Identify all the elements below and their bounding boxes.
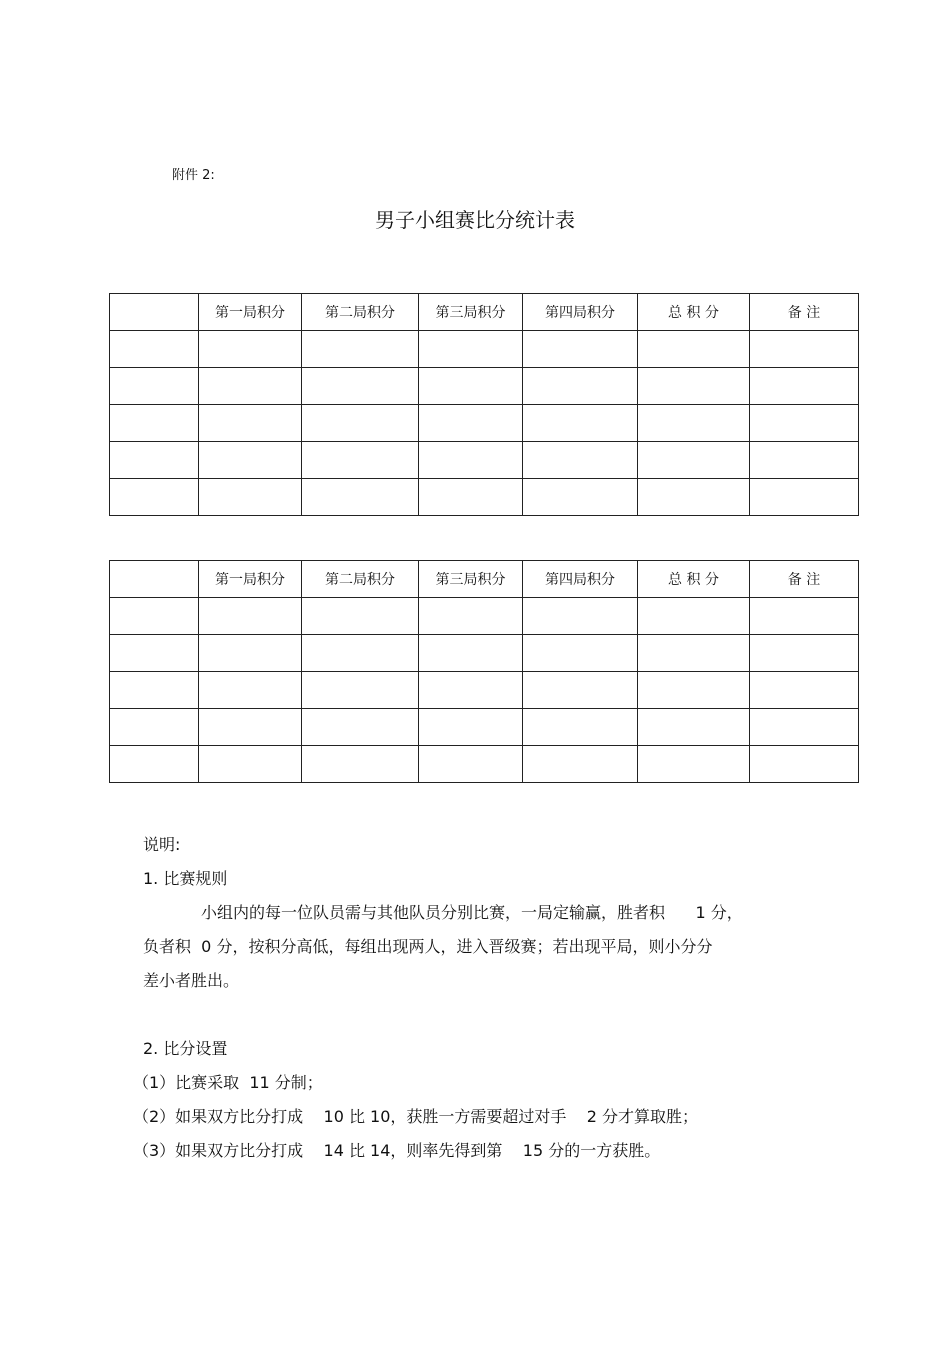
table-row (110, 368, 859, 405)
score-table-1 (109, 293, 859, 516)
table-cell[interactable] (750, 368, 859, 405)
table-cell[interactable] (638, 442, 750, 479)
table-cell[interactable] (302, 368, 419, 405)
table-cell[interactable] (199, 672, 302, 709)
table-cell[interactable] (302, 672, 419, 709)
header-cell (110, 561, 199, 598)
table-cell[interactable] (199, 331, 302, 368)
header-total-score: 总 积 分 (638, 294, 750, 331)
table-row (110, 746, 859, 783)
table-cell[interactable] (110, 442, 199, 479)
table-row (110, 479, 859, 516)
table-cell[interactable] (523, 368, 638, 405)
table-row (110, 331, 859, 368)
document-title: 男子小组赛比分统计表 (375, 208, 575, 232)
section1-title: 1. 比赛规则 (143, 869, 228, 888)
table-cell[interactable] (419, 746, 523, 783)
table-cell[interactable] (523, 442, 638, 479)
header-cell (110, 294, 199, 331)
table-cell[interactable] (750, 331, 859, 368)
table-row (110, 672, 859, 709)
table-cell[interactable] (419, 709, 523, 746)
table-cell[interactable] (750, 598, 859, 635)
table-cell[interactable] (750, 709, 859, 746)
score-table-2 (109, 560, 859, 783)
table-cell[interactable] (110, 479, 199, 516)
table-cell[interactable] (419, 672, 523, 709)
table-cell[interactable] (638, 331, 750, 368)
table-cell[interactable] (302, 405, 419, 442)
table-cell[interactable] (638, 405, 750, 442)
table-cell[interactable] (199, 405, 302, 442)
table-cell[interactable] (199, 746, 302, 783)
table-cell[interactable] (750, 442, 859, 479)
table-cell[interactable] (302, 709, 419, 746)
table-cell[interactable] (523, 635, 638, 672)
table-cell[interactable] (523, 746, 638, 783)
table-cell[interactable] (199, 368, 302, 405)
table-cell[interactable] (419, 479, 523, 516)
notes-section (133, 828, 823, 1168)
section2-title: 2. 比分设置 (143, 1039, 228, 1058)
table-header-row (110, 294, 859, 331)
table-cell[interactable] (199, 598, 302, 635)
table-cell[interactable] (638, 709, 750, 746)
header-game4-score: 第四局积分 (523, 294, 638, 331)
table-cell[interactable] (110, 405, 199, 442)
table-row (110, 709, 859, 746)
table-header-row (110, 561, 859, 598)
table-cell[interactable] (638, 635, 750, 672)
table-cell[interactable] (302, 746, 419, 783)
table-cell[interactable] (199, 479, 302, 516)
notes-heading: 说明: (143, 835, 181, 854)
table-cell[interactable] (110, 598, 199, 635)
table-cell[interactable] (110, 368, 199, 405)
rule-line-2: 负者积 0 分，按积分高低，每组出现两人，进入晋级赛；若出现平局，则小分分 (143, 937, 713, 956)
score-setting-1: （1）比赛采取 11 分制； (133, 1073, 323, 1092)
table-cell[interactable] (750, 405, 859, 442)
table-cell[interactable] (419, 368, 523, 405)
header-game1-score: 第一局积分 (199, 294, 302, 331)
table-cell[interactable] (523, 672, 638, 709)
table-cell[interactable] (110, 635, 199, 672)
table-cell[interactable] (523, 405, 638, 442)
table-cell[interactable] (302, 331, 419, 368)
table-cell[interactable] (419, 442, 523, 479)
table-cell[interactable] (110, 331, 199, 368)
header-game3-score: 第三局积分 (419, 561, 523, 598)
table-row (110, 598, 859, 635)
table-cell[interactable] (638, 368, 750, 405)
header-game4-score: 第四局积分 (523, 561, 638, 598)
table-cell[interactable] (199, 709, 302, 746)
table-cell[interactable] (750, 635, 859, 672)
header-remarks: 备 注 (750, 294, 859, 331)
table-cell[interactable] (419, 635, 523, 672)
header-game2-score: 第二局积分 (302, 561, 419, 598)
rule-line-3: 差小者胜出。 (143, 971, 240, 990)
table-cell[interactable] (302, 598, 419, 635)
header-remarks: 备 注 (750, 561, 859, 598)
table-cell[interactable] (110, 672, 199, 709)
table-cell[interactable] (750, 672, 859, 709)
table-cell[interactable] (110, 709, 199, 746)
table-cell[interactable] (523, 598, 638, 635)
attachment-label: 附件 2: (172, 168, 215, 183)
table-cell[interactable] (523, 709, 638, 746)
table-row (110, 442, 859, 479)
table-cell[interactable] (110, 746, 199, 783)
header-game2-score: 第二局积分 (302, 294, 419, 331)
table-cell[interactable] (302, 635, 419, 672)
table-cell[interactable] (750, 479, 859, 516)
table-cell[interactable] (419, 405, 523, 442)
rule-line-1: 小组内的每一位队员需与其他队员分别比赛，一局定输赢，胜者积 1 分， (201, 903, 743, 922)
table-cell[interactable] (523, 479, 638, 516)
table-cell[interactable] (638, 746, 750, 783)
header-game1-score: 第一局积分 (199, 561, 302, 598)
table-cell[interactable] (523, 331, 638, 368)
table-cell[interactable] (750, 746, 859, 783)
table-row (110, 635, 859, 672)
table-row (110, 405, 859, 442)
table-cell[interactable] (419, 598, 523, 635)
table-cell[interactable] (199, 635, 302, 672)
table-cell[interactable] (302, 479, 419, 516)
score-setting-2: （2）如果双方比分打成 10 比 10，获胜一方需要超过对手 2 分才算取胜； (133, 1107, 699, 1126)
header-total-score: 总 积 分 (638, 561, 750, 598)
header-game3-score: 第三局积分 (419, 294, 523, 331)
table-cell[interactable] (419, 331, 523, 368)
score-setting-3: （3）如果双方比分打成 14 比 14，则率先得到第 15 分的一方获胜。 (133, 1141, 661, 1160)
table-cell[interactable] (638, 672, 750, 709)
table-cell[interactable] (302, 442, 419, 479)
table-cell[interactable] (638, 479, 750, 516)
table-cell[interactable] (199, 442, 302, 479)
table-cell[interactable] (638, 598, 750, 635)
